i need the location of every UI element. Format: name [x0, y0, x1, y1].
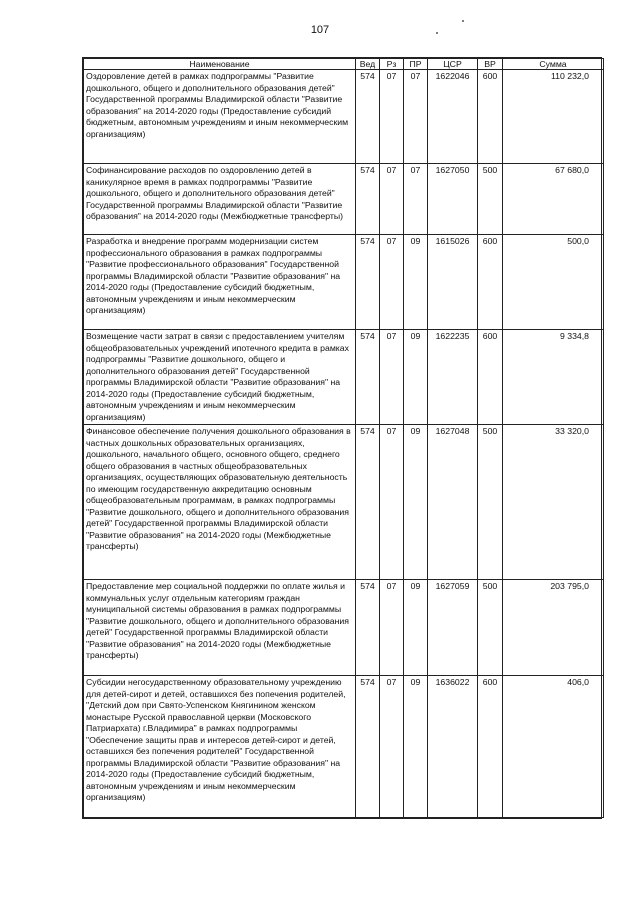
header-pr: ПР [404, 59, 428, 70]
row-csr: 1627050 [428, 164, 478, 235]
row-rz: 07 [380, 676, 404, 818]
row-ved: 574 [356, 425, 380, 580]
row-pr: 09 [404, 235, 428, 330]
row-csr: 1627048 [428, 425, 478, 580]
scan-speck [436, 32, 438, 34]
row-ved: 574 [356, 70, 380, 164]
row-csr: 1636022 [428, 676, 478, 818]
row-rz: 07 [380, 70, 404, 164]
table-header-row [84, 59, 604, 70]
budget-table-frame [82, 57, 602, 819]
header-rz: Рз [380, 59, 404, 70]
row-pr: 07 [404, 164, 428, 235]
row-ved: 574 [356, 164, 380, 235]
row-pr: 09 [404, 425, 428, 580]
row-sum: 406,0 [503, 676, 604, 818]
row-name: Оздоровление детей в рамках подпрограммы "Развитие дошкольного, общего и дополнительного образования детей" Государственной программы Владимирской области "Развитие образования" на 2014-2020 годы (Предоставление субсидий бюджетным, автономным учреждениям и иным некоммерческим организациям) [84, 70, 356, 164]
row-vr: 500 [478, 580, 503, 676]
row-rz: 07 [380, 164, 404, 235]
header-sum: Сумма [503, 59, 604, 70]
row-ved: 574 [356, 235, 380, 330]
row-vr: 500 [478, 164, 503, 235]
row-csr: 1615026 [428, 235, 478, 330]
row-vr: 600 [478, 330, 503, 425]
row-csr: 1622046 [428, 70, 478, 164]
row-pr: 09 [404, 330, 428, 425]
row-rz: 07 [380, 235, 404, 330]
table-row [84, 235, 604, 330]
row-ved: 574 [356, 676, 380, 818]
table-row [84, 164, 604, 235]
row-rz: 07 [380, 580, 404, 676]
row-csr: 1627059 [428, 580, 478, 676]
scan-speck [462, 20, 464, 22]
row-sum: 110 232,0 [503, 70, 604, 164]
row-sum: 9 334,8 [503, 330, 604, 425]
table-row [84, 425, 604, 580]
row-pr: 07 [404, 70, 428, 164]
row-name: Предоставление мер социальной поддержки по оплате жилья и коммунальных услуг отдельным категориям граждан муниципальной системы образования в рамках подпрограммы "Развитие дошкольного, общего и дополнительного образования детей" Государственной программы Владимирской области "Развитие образования" на 2014-2020 годы (Межбюджетные трансферты) [84, 580, 356, 676]
row-vr: 600 [478, 676, 503, 818]
row-ved: 574 [356, 330, 380, 425]
table-row [84, 676, 604, 818]
page-number: 107 [310, 24, 330, 36]
row-sum: 67 680,0 [503, 164, 604, 235]
table-row [84, 70, 604, 164]
table-row [84, 580, 604, 676]
table-row [84, 330, 604, 425]
header-vr: ВР [478, 59, 503, 70]
row-rz: 07 [380, 425, 404, 580]
row-sum: 500,0 [503, 235, 604, 330]
row-name: Субсидии негосударственному образовательному учреждению для детей-сирот и детей, оставшихся без попечения родителей, "Детский дом при Свято-Успенском Княгинином женском монастыре Русской православной церкви (Московского Патриархата) г.Владимира" в рамках подпрограммы "Обеспечение защиты прав и интересов детей-сирот и детей, оставшихся без попечения родителей" Государственной программы Владимирской области "Развитие образования" на 2014-2020 годы (Предоставление субсидий бюджетным, автономным учреждениям и иным некоммерческим организациям) [84, 676, 356, 818]
row-vr: 600 [478, 235, 503, 330]
row-sum: 33 320,0 [503, 425, 604, 580]
row-ved: 574 [356, 580, 380, 676]
row-name: Разработка и внедрение программ модернизации систем профессионального образования в рамках подпрограммы "Развитие профессионального образования" Государственной программы Владимирской области "Развитие образования" на 2014-2020 годы (Предоставление субсидий бюджетным, автономным учреждениям и иным некоммерческим организациям) [84, 235, 356, 330]
row-name: Финансовое обеспечение получения дошкольного образования в частных дошкольных образовательных организациях, дошкольного, начального общего, основного общего, среднего общего образования в частных общеобразовательных организациях, осуществляющих образовательную деятельность по имеющим государственную аккредитацию основным общеобразовательным программам, в рамках подпрограммы "Развитие дошкольного, общего и дополнительного образования детей" Государственной программы Владимирской области "Развитие образования" на 2014-2020 годы (Межбюджетные трансферты) [84, 425, 356, 580]
header-ved: Вед [356, 59, 380, 70]
row-pr: 09 [404, 580, 428, 676]
row-name: Софинансирование расходов по оздоровлению детей в каникулярное время в рамках подпрограммы "Развитие дошкольного, общего и дополнительного образования детей" Государственной программы Владимирской области "Развитие образования" на 2014-2020 годы (Межбюджетные трансферты) [84, 164, 356, 235]
row-pr: 09 [404, 676, 428, 818]
budget-table [83, 58, 604, 818]
row-csr: 1622235 [428, 330, 478, 425]
row-name: Возмещение части затрат в связи с предоставлением учителям общеобразовательных учреждений ипотечного кредита в рамках подпрограммы "Развитие дошкольного, общего и дополнительного образования детей" Государственной программы Владимирской области "Развитие образования" на 2014-2020 годы (Предоставление субсидий бюджетным, автономным учреждениям и иным некоммерческим организациям) [84, 330, 356, 425]
row-vr: 600 [478, 70, 503, 164]
header-csr: ЦСР [428, 59, 478, 70]
header-name: Наименование [84, 59, 356, 70]
row-sum: 203 795,0 [503, 580, 604, 676]
row-vr: 500 [478, 425, 503, 580]
row-rz: 07 [380, 330, 404, 425]
